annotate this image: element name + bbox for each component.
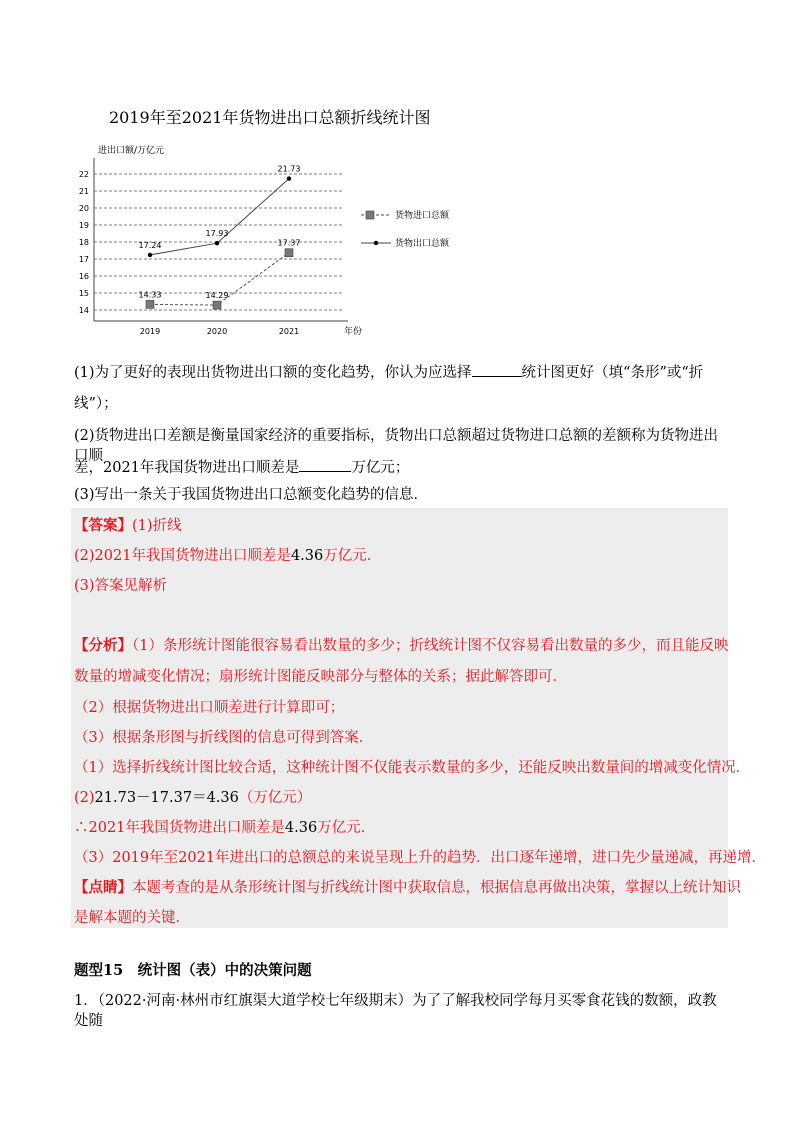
question-2: (2)货物进出口差额是衡量国家经济的重要指标，货物出口总额超过货物进口总额的差额称为货物进出口顺 bbox=[74, 428, 719, 464]
answer-tag: 【答案】 bbox=[74, 517, 132, 534]
data-point-import bbox=[285, 249, 293, 257]
analysis-text-1: （1）条形统计图能很容易看出数量的多少；折线统计图不仅容易看出数量的多少，而且能反映 bbox=[132, 638, 729, 654]
comment-line-1 bbox=[74, 878, 741, 898]
analysis-6-pre: (2) bbox=[74, 790, 95, 806]
question-1-cont: 线”）； bbox=[74, 396, 118, 412]
data-point-export bbox=[287, 176, 291, 180]
answer-line-1 bbox=[74, 516, 728, 536]
analysis-line-8: （3）2019年至2021年进出口的总额总的来说呈现上升的趋势．出口逐年递增，进口先少量递减，再递增． bbox=[74, 850, 767, 866]
line-chart bbox=[78, 138, 466, 338]
question-1-text-b: 统计图更好（填“条形”或“折 bbox=[521, 365, 704, 381]
y-tick-label: 20 bbox=[78, 204, 89, 213]
question-3: (3)写出一条关于我国货物进出口总额变化趋势的信息． bbox=[74, 487, 429, 503]
data-point-import bbox=[146, 300, 154, 308]
y-tick-label: 21 bbox=[78, 187, 89, 196]
analysis-7-pre: ∴2021年我国货物进出口顺差是 bbox=[74, 820, 285, 836]
analysis-line-1 bbox=[74, 636, 728, 656]
data-point-export bbox=[215, 241, 219, 245]
x-tick-label: 2021 bbox=[278, 327, 300, 336]
answer-line-3: (3)答案见解析 bbox=[74, 578, 168, 594]
question-2-cont bbox=[74, 457, 728, 478]
analysis-line-6 bbox=[74, 788, 728, 808]
question-1 bbox=[74, 362, 728, 383]
answer-2-value: 4.36 bbox=[290, 548, 324, 564]
analysis-line-3: （2）根据货物进出口顺差进行计算即可； bbox=[74, 700, 345, 716]
y-tick-label: 15 bbox=[78, 289, 89, 298]
x-tick-label: 2019 bbox=[139, 327, 161, 336]
legend-marker-export bbox=[374, 241, 378, 245]
chart-title: 2019年至2021年货物进出口总额折线统计图 bbox=[109, 108, 431, 127]
y-tick-label: 16 bbox=[78, 272, 89, 281]
answer-2-post: 万亿元． bbox=[323, 548, 382, 564]
answer-line-2 bbox=[74, 546, 728, 566]
legend-marker-import bbox=[366, 211, 374, 219]
data-label: 14.33 bbox=[138, 290, 162, 300]
answer-2-pre: (2)2021年我国货物进出口顺差是 bbox=[74, 548, 291, 564]
comment-line-2: 是解本题的关键． bbox=[74, 910, 190, 926]
y-tick-label: 19 bbox=[78, 221, 89, 230]
analysis-line-5: （1）选择折线统计图比较合适，这种统计图不仅能表示数量的多少，还能反映出数量间的增减变化情况． bbox=[74, 760, 751, 776]
analysis-line-7 bbox=[74, 818, 728, 838]
question-2-text-c: 万亿元； bbox=[351, 460, 410, 476]
y-tick-label: 17 bbox=[78, 255, 89, 264]
analysis-7-post: 万亿元． bbox=[317, 820, 376, 836]
answer-1: (1)折线 bbox=[132, 518, 182, 534]
data-label: 17.24 bbox=[138, 240, 162, 250]
series-line-1 bbox=[150, 179, 289, 255]
analysis-line-4: （3）根据条形图与折线图的信息可得到答案． bbox=[74, 730, 374, 746]
data-label: 14.29 bbox=[205, 291, 229, 301]
y-tick-label: 14 bbox=[78, 306, 89, 315]
x-tick-label: 2020 bbox=[206, 327, 228, 336]
data-point-import bbox=[213, 301, 221, 309]
data-label: 21.73 bbox=[277, 164, 301, 174]
question-2-text-b: 差，2021年我国货物进出口顺差是 bbox=[74, 460, 300, 476]
comment-tag: 【点睛】 bbox=[74, 879, 132, 896]
y-tick-label: 18 bbox=[78, 238, 89, 247]
legend-label: 货物进口总额 bbox=[395, 211, 450, 221]
analysis-6-post: （万亿元） bbox=[238, 790, 312, 806]
analysis-6-formula: 21.73－17.37＝4.36 bbox=[94, 790, 239, 806]
legend-label: 货物出口总额 bbox=[395, 239, 450, 249]
data-label: 17.93 bbox=[205, 229, 229, 239]
answer-blank-2 bbox=[299, 457, 351, 472]
problem-1: 1．（2022·河南·林州市红旗渠大道学校七年级期末）为了了解我校同学每月买零食花钱的数额，政教处随 bbox=[74, 993, 717, 1029]
analysis-7-value: 4.36 bbox=[284, 820, 318, 836]
y-tick-label: 22 bbox=[78, 170, 89, 179]
section-heading: 题型15 统计图（表）中的决策问题 bbox=[74, 962, 312, 979]
analysis-line-2: 数量的增减变化情况；扇形统计图能反映部分与整体的关系；据此解答即可． bbox=[74, 669, 567, 685]
y-axis-label: 进出口额/万亿元 bbox=[98, 146, 165, 156]
analysis-tag: 【分析】 bbox=[74, 637, 132, 654]
x-axis-label: 年份 bbox=[344, 327, 363, 337]
data-label: 17.37 bbox=[277, 238, 301, 248]
comment-text-1: 本题考查的是从条形统计图与折线统计图中获取信息，根据信息再做出决策，掌握以上统计知识 bbox=[132, 880, 741, 896]
data-point-export bbox=[148, 253, 152, 257]
question-1-text-a: (1)为了更好的表现出货物进出口额的变化趋势，你认为应选择 bbox=[74, 365, 472, 381]
answer-blank-1 bbox=[472, 362, 522, 377]
